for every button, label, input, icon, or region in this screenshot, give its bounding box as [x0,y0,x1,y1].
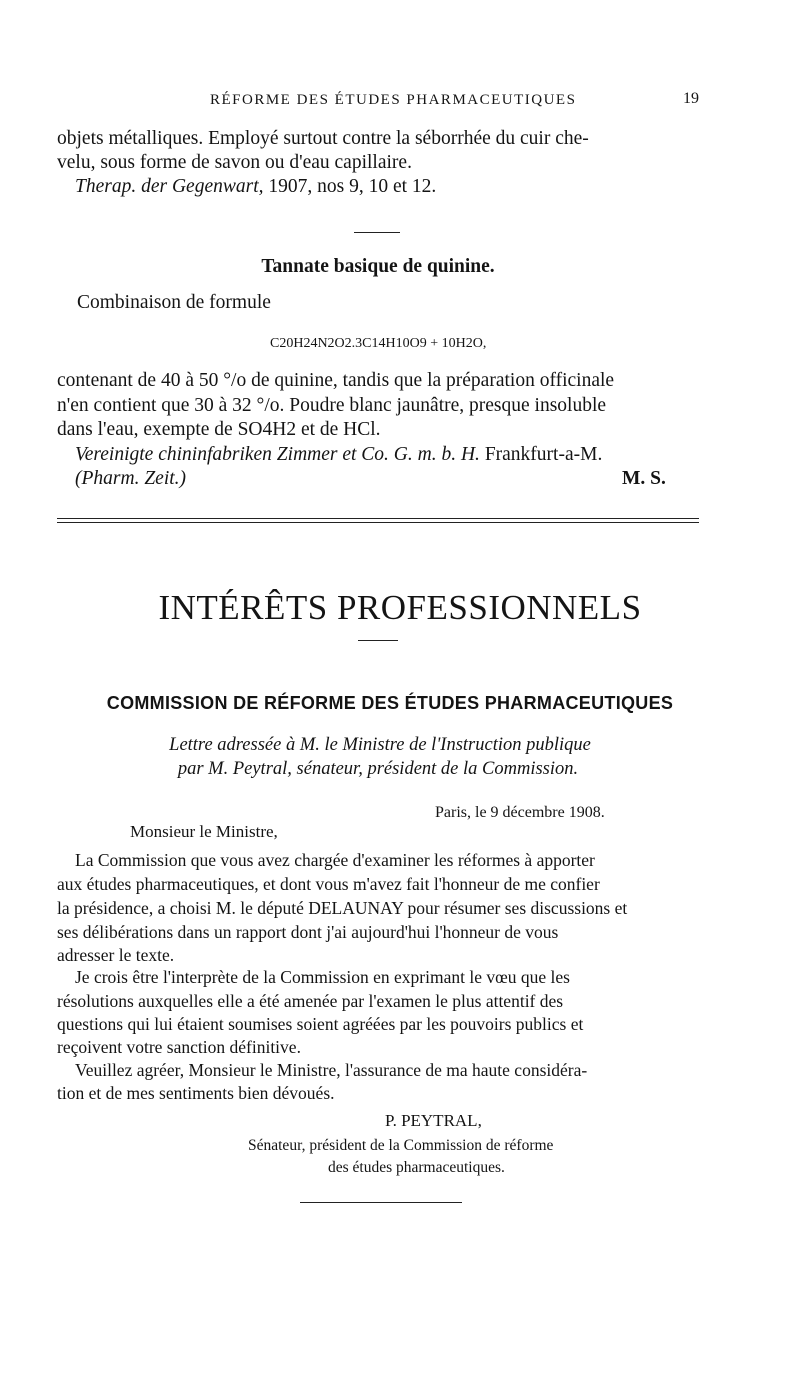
double-rule-top [57,518,699,519]
letter-line: questions qui lui étaient soumises soient agréées par les pouvoirs publics et [57,1014,584,1034]
paragraph-line: n'en contient que 30 à 32 °/o. Poudre blanc jaunâtre, presque insoluble [57,395,607,416]
citation-issue: 1907, nos 9, 10 et 12. [263,176,437,197]
letter-line: tion et de mes sentiments bien dévoués. [57,1083,335,1103]
closing-rule [300,1202,462,1203]
section-title: Tannate basique de quinine. [261,256,495,277]
salutation: Monsieur le Ministre, [130,822,278,841]
author-initials: M. S. [622,468,666,489]
manufacturer-name: Vereinigte chininfabriken Zimmer et Co. G. m. b. H. [75,444,480,465]
letter-line: Veuillez agréer, Monsieur le Ministre, l'assurance de ma haute considéra- [75,1060,588,1080]
commission-title: COMMISSION DE RÉFORME DES ÉTUDES PHARMACEUTIQUES [106,693,674,713]
letter-line: reçoivent votre sanction définitive. [57,1037,301,1057]
running-header: RÉFORME DES ÉTUDES PHARMACEUTIQUES [210,92,577,108]
letter-line-start: la présidence, a choisi M. le député DELAUNAY pour résumer ses discussions et [57,898,628,918]
citation-journal: Therap. der Gegenwart, [75,176,264,197]
letter-line: résolutions auxquelles elle a été amenée par l'examen le plus attentif des [57,991,564,1011]
letter-intro-line: par M. Peytral, sénateur, président de la Commission. [177,759,579,779]
letter-date: Paris, le 9 décembre 1908. [435,804,605,821]
formula-intro: Combinaison de formule [77,292,271,313]
section-divider [354,232,400,233]
letter-intro-line: Lettre adressée à M. le Ministre de l'Instruction publique [169,735,591,755]
letter-line: adresser le texte. [57,945,175,965]
paragraph-line: contenant de 40 à 50 °/o de quinine, tandis que la préparation officinale [57,370,615,391]
letter-line: Je crois être l'interprète de la Commission en exprimant le vœu que les [75,967,570,987]
letter-line [57,898,627,919]
citation [75,176,436,198]
source-reference: (Pharm. Zeit.) [75,468,187,489]
signature-name: P. PEYTRAL, [385,1111,482,1130]
signature-title: des études pharmaceutiques. [328,1159,505,1176]
paragraph-line: objets métalliques. Employé surtout contre la séborrhée du cuir che- [57,128,589,149]
manufacturer-city: Frankfurt-a-M. [479,444,603,465]
letter-line: aux études pharmaceutiques, et dont vous m'avez fait l'honneur de me confier [57,874,600,894]
section-heading: INTÉRÊTS PROFESSIONNELS [158,588,642,627]
paragraph-line: dans l'eau, exempte de SO4H2 et de HCl. [57,419,381,440]
manufacturer [75,444,602,466]
heading-divider [358,640,398,641]
paragraph-line: velu, sous forme de savon ou d'eau capillaire. [57,152,412,173]
signature-title: Sénateur, président de la Commission de réforme [248,1137,554,1154]
page-number: 19 [683,90,699,107]
letter-line: La Commission que vous avez chargée d'examiner les réformes à apporter [75,850,595,870]
double-rule-bottom [57,522,699,523]
letter-line: ses délibérations dans un rapport dont j'ai aujourd'hui l'honneur de vous [57,922,559,942]
chemical-formula: C20H24N2O2.3C14H10O9 + 10H2O, [270,336,487,351]
